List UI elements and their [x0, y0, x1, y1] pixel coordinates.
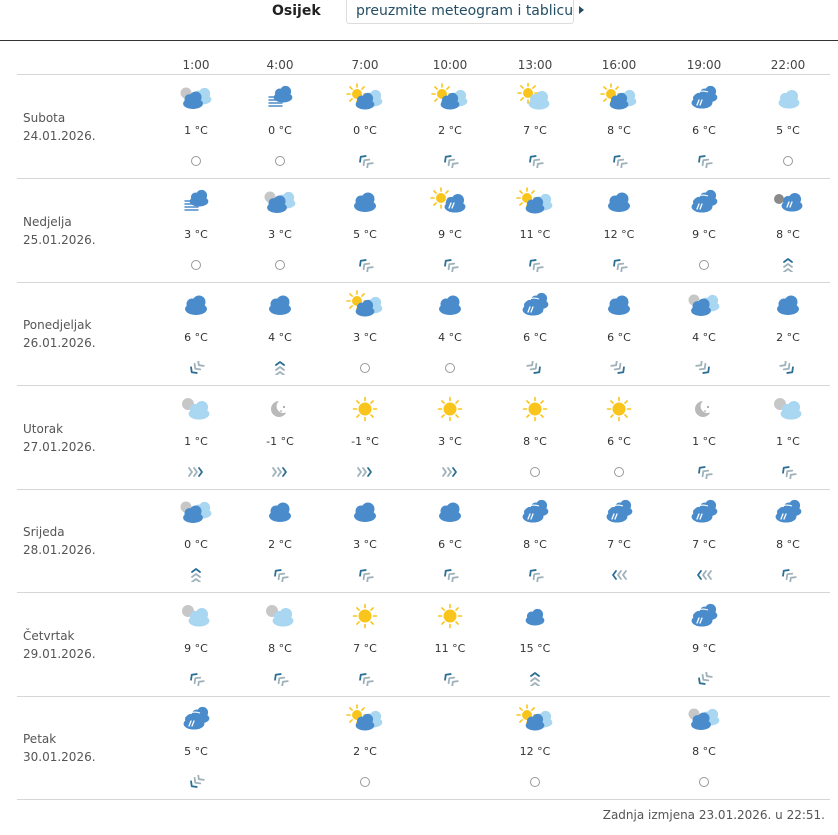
day-name: Subota: [23, 111, 66, 125]
temperature: 6 °C: [607, 331, 631, 344]
forecast-cell: [505, 75, 565, 178]
wind-e-icon: [356, 464, 374, 478]
forecast-cell: [166, 489, 226, 592]
calm-wind-icon: [360, 363, 370, 373]
wind-nw-icon: [526, 567, 544, 581]
forecast-cell: [505, 696, 565, 799]
day-row: [0, 386, 838, 489]
wind-n-icon: [187, 567, 205, 581]
calm-wind-icon: [783, 156, 793, 166]
day-label: [23, 109, 96, 145]
temperature: 9 °C: [438, 228, 462, 241]
day-label: [23, 420, 96, 456]
wind-se-icon: [695, 360, 713, 374]
forecast-cell: [250, 593, 310, 696]
forecast-cell: [250, 489, 310, 592]
meteogram-download-button[interactable]: [346, 0, 574, 24]
day-name: Četvrtak: [23, 629, 75, 643]
hour-label: 13:00: [517, 58, 553, 72]
wind-sw-icon: [695, 671, 713, 685]
wind-w-icon: [695, 567, 713, 581]
wind-nw-icon: [779, 567, 797, 581]
temperature: 8 °C: [523, 538, 547, 551]
temperature: 8 °C: [607, 124, 631, 137]
forecast-cell: [166, 386, 226, 489]
calm-wind-icon: [191, 260, 201, 270]
forecast-cell: [166, 282, 226, 385]
temperature: 1 °C: [184, 435, 208, 448]
day-label: [23, 523, 96, 559]
forecast-cell: [758, 282, 818, 385]
temperature: 0 °C: [184, 538, 208, 551]
forecast-cell: [505, 386, 565, 489]
day-name: Nedjelja: [23, 215, 72, 229]
wind-nw-icon: [356, 153, 374, 167]
forecast-cell: [166, 179, 226, 282]
temperature: 5 °C: [353, 228, 377, 241]
forecast-cell: [674, 386, 734, 489]
wind-n-icon: [779, 257, 797, 271]
day-row: [0, 489, 838, 592]
forecast-cell: [505, 593, 565, 696]
wind-nw-icon: [779, 464, 797, 478]
temperature: -1 °C: [266, 435, 294, 448]
day-name: Petak: [23, 732, 57, 746]
day-label: [23, 213, 96, 249]
wind-n-icon: [271, 360, 289, 374]
forecast-cell: [335, 386, 395, 489]
forecast-cell: [420, 75, 480, 178]
calm-wind-icon: [191, 156, 201, 166]
temperature: 4 °C: [438, 331, 462, 344]
temperature: 7 °C: [607, 538, 631, 551]
calm-wind-icon: [530, 467, 540, 477]
temperature: 8 °C: [776, 228, 800, 241]
temperature: 11 °C: [434, 642, 466, 655]
temperature: 6 °C: [607, 435, 631, 448]
wind-nw-icon: [441, 671, 459, 685]
wind-nw-icon: [610, 257, 628, 271]
wind-sw-icon: [187, 774, 205, 788]
hour-label: 16:00: [601, 58, 637, 72]
day-row: [0, 593, 838, 696]
calm-wind-icon: [699, 260, 709, 270]
day-date: 29.01.2026.: [23, 647, 96, 661]
wind-e-icon: [271, 464, 289, 478]
wind-sw-icon: [187, 360, 205, 374]
temperature: 6 °C: [692, 124, 716, 137]
forecast-cell: [420, 489, 480, 592]
last-updated: Zadnja izmjena 23.01.2026. u 22:51.: [602, 808, 825, 822]
forecast-cell: [589, 282, 649, 385]
wind-nw-icon: [271, 567, 289, 581]
wind-nw-icon: [356, 567, 374, 581]
wind-se-icon: [779, 360, 797, 374]
forecast-cell: [674, 696, 734, 799]
hour-label: 4:00: [266, 58, 294, 72]
temperature: 3 °C: [268, 228, 292, 241]
temperature: 2 °C: [776, 331, 800, 344]
forecast-cell: [335, 75, 395, 178]
forecast-cell: [674, 282, 734, 385]
wind-n-icon: [526, 671, 544, 685]
wind-nw-icon: [526, 257, 544, 271]
temperature: 7 °C: [523, 124, 547, 137]
day-label: [23, 730, 96, 766]
temperature: 1 °C: [776, 435, 800, 448]
hours-header-row: [0, 58, 838, 74]
forecast-cell: [250, 75, 310, 178]
forecast-cell: [589, 75, 649, 178]
forecast-cell: [674, 75, 734, 178]
day-name: Utorak: [23, 422, 64, 436]
temperature: 8 °C: [523, 435, 547, 448]
forecast-cell: [250, 386, 310, 489]
day-name: Ponedjeljak: [23, 318, 92, 332]
forecast-cell: [420, 593, 480, 696]
caret-right-icon: [579, 6, 584, 14]
hour-label: 10:00: [432, 58, 468, 72]
wind-se-icon: [526, 360, 544, 374]
day-name: Srijeda: [23, 525, 65, 539]
temperature: 12 °C: [519, 745, 551, 758]
day-row: [0, 75, 838, 178]
wind-nw-icon: [695, 464, 713, 478]
forecast-cell: [335, 489, 395, 592]
temperature: 3 °C: [353, 538, 377, 551]
forecast-cell: [674, 593, 734, 696]
header: [0, 0, 838, 41]
forecast-cell: [674, 489, 734, 592]
hour-label: 19:00: [686, 58, 722, 72]
day-date: 30.01.2026.: [23, 750, 96, 764]
wind-nw-icon: [356, 257, 374, 271]
temperature: 2 °C: [438, 124, 462, 137]
temperature: 2 °C: [353, 745, 377, 758]
city-name: Osijek: [272, 3, 321, 19]
wind-e-icon: [441, 464, 459, 478]
temperature: 7 °C: [353, 642, 377, 655]
forecast-cell: [758, 179, 818, 282]
forecast-cell: [250, 179, 310, 282]
temperature: 9 °C: [692, 642, 716, 655]
meteogram-button-label: preuzmite meteogram i tablicu: [356, 3, 574, 19]
temperature: 0 °C: [268, 124, 292, 137]
temperature: 11 °C: [519, 228, 551, 241]
temperature: 3 °C: [353, 331, 377, 344]
wind-nw-icon: [610, 153, 628, 167]
forecast-cell: [758, 75, 818, 178]
forecast-cell: [335, 282, 395, 385]
temperature: 6 °C: [184, 331, 208, 344]
day-label: [23, 316, 96, 352]
forecast-cell: [758, 489, 818, 592]
wind-se-icon: [610, 360, 628, 374]
day-date: 25.01.2026.: [23, 233, 96, 247]
calm-wind-icon: [275, 260, 285, 270]
forecast-cell: [589, 386, 649, 489]
temperature: 8 °C: [776, 538, 800, 551]
forecast-cell: [505, 282, 565, 385]
forecast-cell: [589, 489, 649, 592]
wind-nw-icon: [441, 153, 459, 167]
hour-label: 22:00: [770, 58, 806, 72]
temperature: 15 °C: [519, 642, 551, 655]
temperature: 4 °C: [692, 331, 716, 344]
temperature: 4 °C: [268, 331, 292, 344]
forecast-cell: [335, 593, 395, 696]
day-row: [0, 179, 838, 282]
forecast-cell: [335, 179, 395, 282]
temperature: 0 °C: [353, 124, 377, 137]
temperature: 3 °C: [184, 228, 208, 241]
calm-wind-icon: [360, 777, 370, 787]
day-date: 26.01.2026.: [23, 336, 96, 350]
wind-nw-icon: [526, 153, 544, 167]
forecast-cell: [420, 386, 480, 489]
forecast-cell: [335, 696, 395, 799]
temperature: 9 °C: [184, 642, 208, 655]
temperature: 9 °C: [692, 228, 716, 241]
hour-label: 7:00: [351, 58, 379, 72]
calm-wind-icon: [275, 156, 285, 166]
temperature: 2 °C: [268, 538, 292, 551]
wind-w-icon: [610, 567, 628, 581]
wind-nw-icon: [187, 671, 205, 685]
forecast-cell: [420, 179, 480, 282]
temperature: 7 °C: [692, 538, 716, 551]
forecast-cell: [166, 75, 226, 178]
forecast-cell: [166, 696, 226, 799]
temperature: -1 °C: [351, 435, 379, 448]
day-label: [23, 627, 96, 663]
hour-label: 1:00: [182, 58, 210, 72]
calm-wind-icon: [445, 363, 455, 373]
forecast-cell: [505, 489, 565, 592]
day-row: [0, 696, 838, 799]
temperature: 6 °C: [438, 538, 462, 551]
day-date: 28.01.2026.: [23, 543, 96, 557]
temperature: 8 °C: [268, 642, 292, 655]
day-row: [0, 282, 838, 385]
calm-wind-icon: [530, 777, 540, 787]
temperature: 5 °C: [776, 124, 800, 137]
calm-wind-icon: [699, 777, 709, 787]
wind-nw-icon: [356, 671, 374, 685]
day-date: 24.01.2026.: [23, 129, 96, 143]
row-divider: [17, 799, 830, 800]
wind-nw-icon: [441, 567, 459, 581]
forecast-cell: [505, 179, 565, 282]
forecast-cell: [250, 282, 310, 385]
wind-nw-icon: [695, 153, 713, 167]
calm-wind-icon: [614, 467, 624, 477]
wind-nw-icon: [441, 257, 459, 271]
forecast-cell: [589, 179, 649, 282]
wind-e-icon: [187, 464, 205, 478]
forecast-cell: [420, 282, 480, 385]
forecast-cell: [166, 593, 226, 696]
wind-nw-icon: [271, 671, 289, 685]
temperature: 12 °C: [603, 228, 635, 241]
forecast-cell: [674, 179, 734, 282]
temperature: 6 °C: [523, 331, 547, 344]
temperature: 8 °C: [692, 745, 716, 758]
temperature: 3 °C: [438, 435, 462, 448]
temperature: 1 °C: [692, 435, 716, 448]
temperature: 1 °C: [184, 124, 208, 137]
forecast-cell: [758, 386, 818, 489]
day-date: 27.01.2026.: [23, 440, 96, 454]
temperature: 5 °C: [184, 745, 208, 758]
